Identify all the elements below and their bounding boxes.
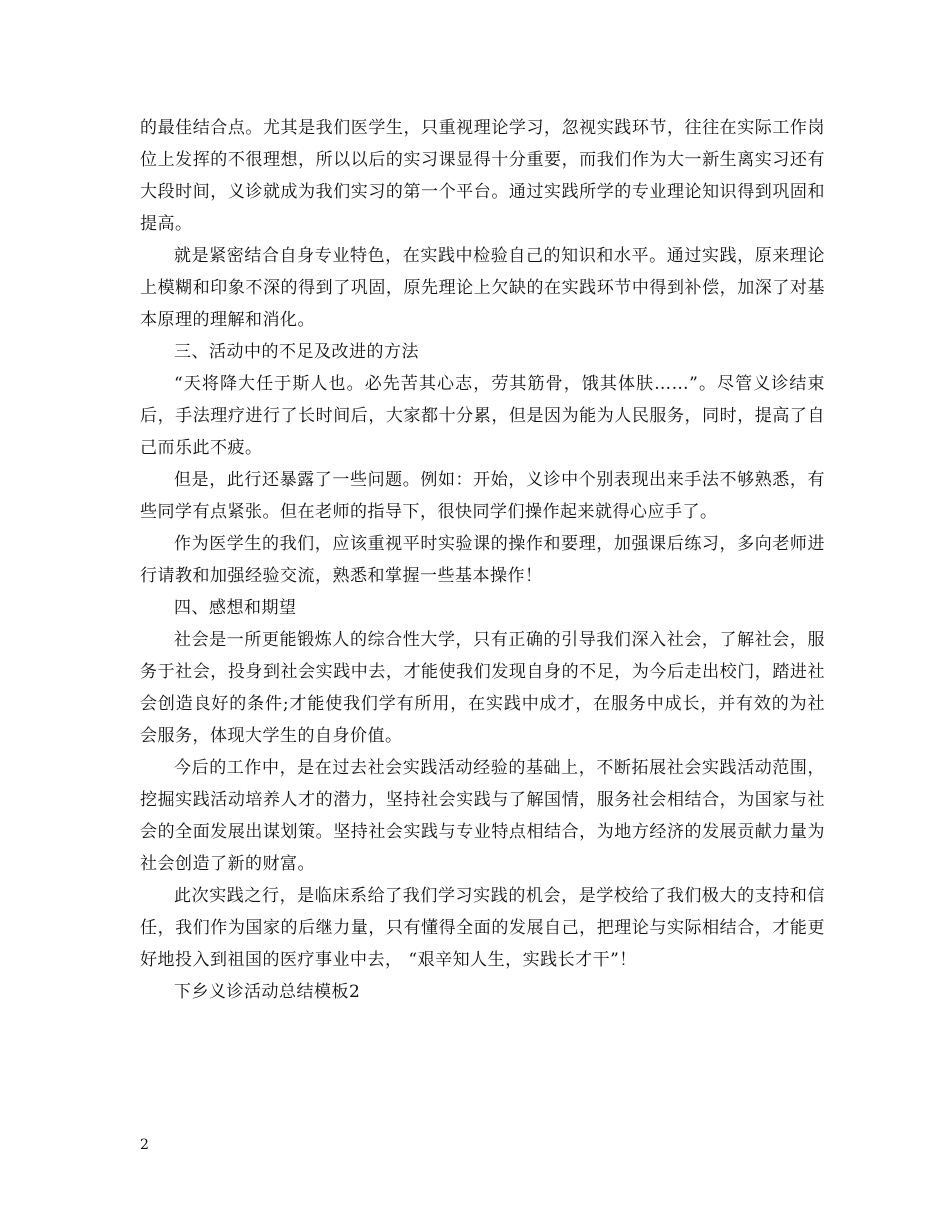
section-heading: 三、活动中的不足及改进的方法	[174, 342, 419, 362]
paragraph: 但是，此行还暴露了一些问题。例如：开始，义诊中个别表现出来手法不够熟悉，有些同学有点紧张。但在老师的指导下，很快同学们操作起来就得心应手了。	[140, 470, 825, 522]
paragraph: 就是紧密结合自身专业特色，在实践中检验自己的知识和水平。通过实践，原来理论上模糊和印象不深的得到了巩固，原先理论上欠缺的在实践环节中得到补偿，加深了对基本原理的理解和消化。	[140, 246, 825, 330]
paragraph: 的最佳结合点。尤其是我们医学生，只重视理论学习，忽视实践环节，往往在实际工作岗位上发挥的不很理想，所以以后的实习课显得十分重要，而我们作为大一新生离实习还有大段时间，义诊就成为我们实习的第一个平台。通过实践所学的专业理论知识得到巩固和提高。	[140, 118, 825, 234]
section-heading: 四、感想和期望	[174, 598, 297, 618]
paragraph: 社会是一所更能锻炼人的综合性大学，只有正确的引导我们深入社会，了解社会，服务于社会，投身到社会实践中去，才能使我们发现自身的不足，为今后走出校门，踏进社会创造良好的条件;才能使我们学有所用，在实践中成才，在服务中成长，并有效的为社会服务，体现大学生的自身价值。	[140, 630, 825, 746]
document-body	[140, 112, 825, 1008]
paragraph: “天将降大任于斯人也。必先苦其心志，劳其筋骨，饿其体肤……”。尽管义诊结束后，手法理疗进行了长时间后，大家都十分累，但是因为能为人民服务，同时，提高了自己而乐此不疲。	[140, 374, 825, 458]
paragraph: 今后的工作中，是在过去社会实践活动经验的基础上，不断拓展社会实践活动范围，挖掘实践活动培养人才的潜力，坚持社会实践与了解国情，服务社会相结合，为国家与社会的全面发展出谋划策。坚持社会实践与专业特点相结合，为地方经济的发展贡献力量为社会创造了新的财富。	[140, 758, 825, 874]
paragraph: 作为医学生的我们，应该重视平时实验课的操作和要理，加强课后练习，多向老师进行请教和加强经验交流，熟悉和掌握一些基本操作！	[140, 534, 825, 586]
paragraph: 此次实践之行，是临床系给了我们学习实践的机会，是学校给了我们极大的支持和信任，我们作为国家的后继力量，只有懂得全面的发展自己，把理论与实际相结合，才能更好地投入到祖国的医疗事业中去， “艰辛知人生，实践长才干”！	[140, 886, 825, 970]
next-section-title: 下乡义诊活动总结模板2	[174, 982, 361, 1002]
page-number: 2	[140, 1137, 149, 1153]
